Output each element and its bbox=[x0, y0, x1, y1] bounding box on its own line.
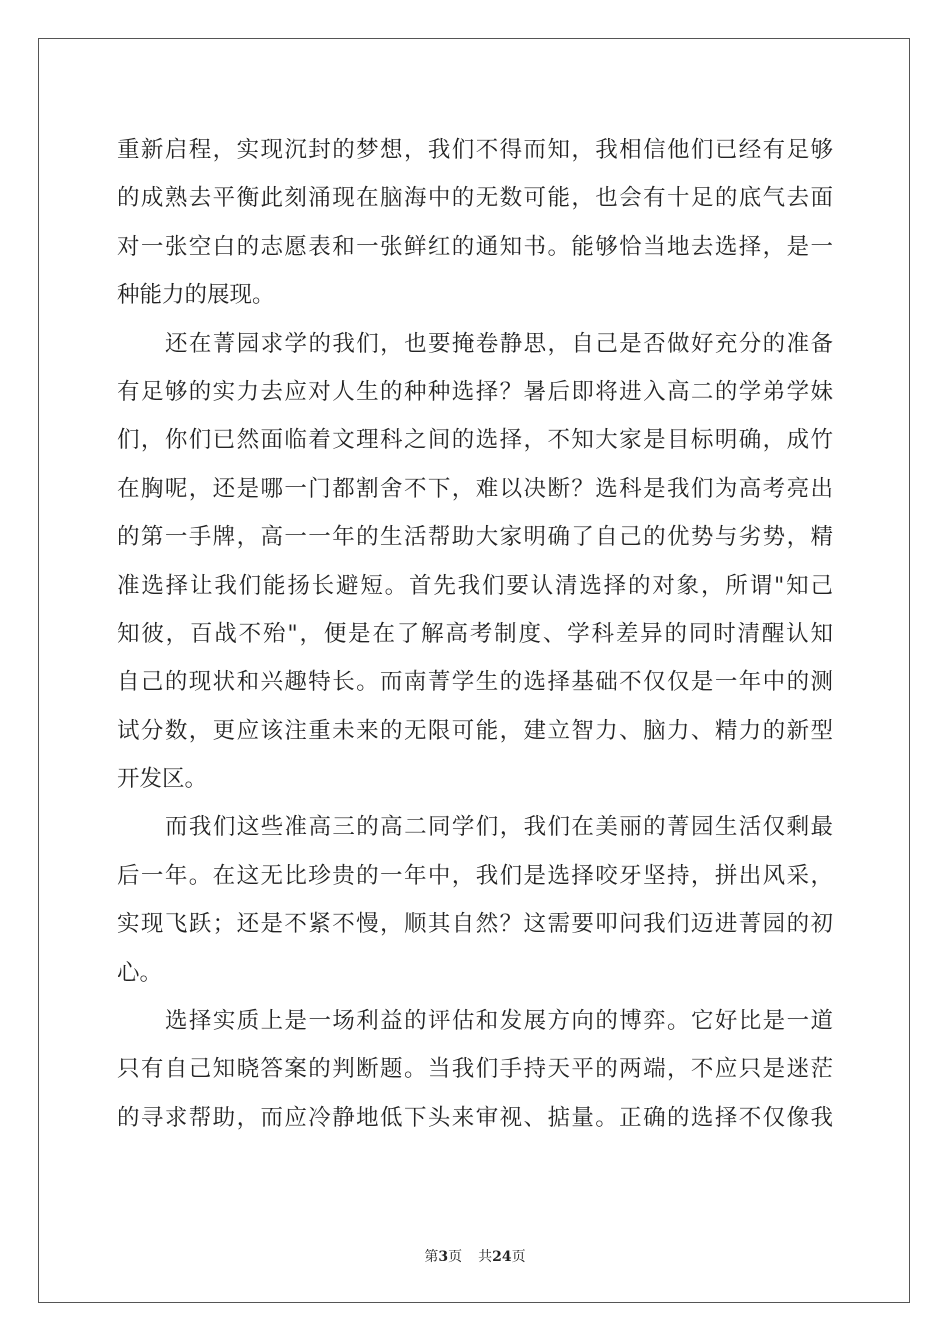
text-line: 有足够的实力去应对人生的种种选择？暑后即将进入高二的学弟学妹 bbox=[117, 378, 833, 405]
text-line: 还在菁园求学的我们，也要掩卷静思，自己是否做好充分的准备 bbox=[165, 330, 833, 357]
text-line: 种能力的展现。 bbox=[117, 282, 275, 309]
document-body bbox=[117, 126, 833, 1142]
text-line: 而我们这些准高三的高二同学们，我们在美丽的菁园生活仅剩最 bbox=[165, 814, 833, 841]
text-line: 试分数，更应该注重未来的无限可能，建立智力、脑力、精力的新型 bbox=[117, 717, 833, 744]
text-line: 知彼，百战不殆"，便是在了解高考制度、学科差异的同时清醒认知 bbox=[117, 620, 833, 647]
text-line: 后一年。在这无比珍贵的一年中，我们是选择咬牙坚持，拼出风采， bbox=[117, 862, 833, 889]
page-footer bbox=[0, 1246, 950, 1266]
text-line: 们，你们已然面临着文理科之间的选择，不知大家是目标明确，成竹 bbox=[117, 427, 833, 454]
page-total-number: 24 bbox=[492, 1249, 512, 1265]
text-line: 在胸呢，还是哪一门都割舍不下，难以决断？选科是我们为高考亮出 bbox=[117, 475, 833, 502]
text-line: 准选择让我们能扬长避短。首先我们要认清选择的对象，所谓"知己 bbox=[117, 572, 833, 599]
text-line: 实现飞跃；还是不紧不慢，顺其自然？这需要叩问我们迈进菁园的初 bbox=[117, 911, 833, 938]
page-prefix: 第 bbox=[424, 1249, 439, 1265]
total-unit: 页 bbox=[511, 1249, 526, 1265]
text-line: 心。 bbox=[117, 959, 163, 986]
text-line: 对一张空白的志愿表和一张鲜红的通知书。能够恰当地去选择，是一 bbox=[117, 233, 833, 260]
text-line: 的寻求帮助，而应冷静地低下头来审视、掂量。正确的选择不仅像我 bbox=[117, 1104, 833, 1131]
text-line: 的成熟去平衡此刻涌现在脑海中的无数可能，也会有十足的底气去面 bbox=[117, 185, 833, 212]
text-line: 开发区。 bbox=[117, 766, 208, 793]
total-prefix: 共 bbox=[478, 1249, 493, 1265]
text-line: 只有自己知晓答案的判断题。当我们手持天平的两端，不应只是迷茫 bbox=[117, 1056, 833, 1083]
text-line: 自己的现状和兴趣特长。而南菁学生的选择基础不仅仅是一年中的测 bbox=[117, 669, 833, 696]
text-line: 选择实质上是一场利益的评估和发展方向的博弈。它好比是一道 bbox=[165, 1008, 833, 1035]
page-current-number: 3 bbox=[438, 1249, 449, 1265]
text-line: 重新启程，实现沉封的梦想，我们不得而知，我相信他们已经有足够 bbox=[117, 137, 833, 163]
text-line: 的第一手牌，高一一年的生活帮助大家明确了自己的优势与劣势，精 bbox=[117, 524, 833, 551]
page-unit: 页 bbox=[448, 1249, 463, 1265]
